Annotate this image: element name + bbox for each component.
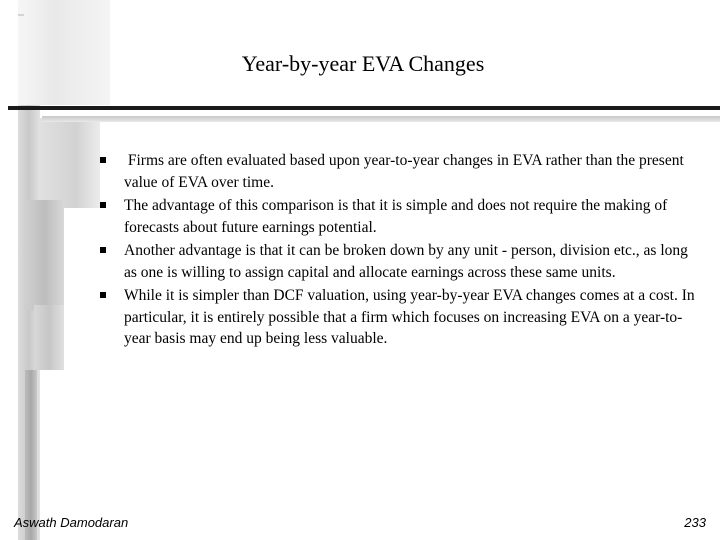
bullet-item bbox=[96, 195, 702, 238]
square-bullet-icon bbox=[100, 157, 106, 163]
bullet-text: While it is simpler than DCF valuation, using year-by-year EVA changes comes at a cost. In particular, it is entirely possible that a firm which focuses on increasing EVA on a year-to-year basis may end up being less valuable. bbox=[124, 287, 695, 347]
footer-author: Aswath Damodaran bbox=[14, 515, 129, 530]
bullet-item bbox=[96, 285, 702, 350]
decorative-gradient-bar bbox=[26, 200, 64, 310]
bullet-item bbox=[96, 150, 702, 193]
bullet-item bbox=[96, 240, 702, 283]
title-divider bbox=[8, 106, 720, 110]
decorative-gradient-bar bbox=[34, 305, 64, 370]
slide-title: Year-by-year EVA Changes bbox=[241, 51, 485, 76]
page-number: 233 bbox=[684, 515, 706, 530]
square-bullet-icon bbox=[100, 202, 106, 208]
bullet-text: Firms are often evaluated based upon year-to-year changes in EVA rather than the present value of EVA over time. bbox=[124, 152, 688, 191]
bullet-text: The advantage of this comparison is that it is simple and does not require the making of forecasts about future earnings potential. bbox=[124, 197, 668, 236]
decorative-gradient-bar bbox=[40, 118, 100, 208]
square-bullet-icon bbox=[100, 292, 106, 298]
decorative-mark bbox=[18, 14, 24, 16]
bullet-text: Another advantage is that it can be broken down by any unit - person, division etc., as long as one is willing to assign capital and allocate earnings across these same units. bbox=[124, 242, 688, 281]
bullet-list bbox=[96, 150, 702, 352]
title-divider-shadow bbox=[42, 116, 720, 122]
square-bullet-icon bbox=[100, 247, 106, 253]
